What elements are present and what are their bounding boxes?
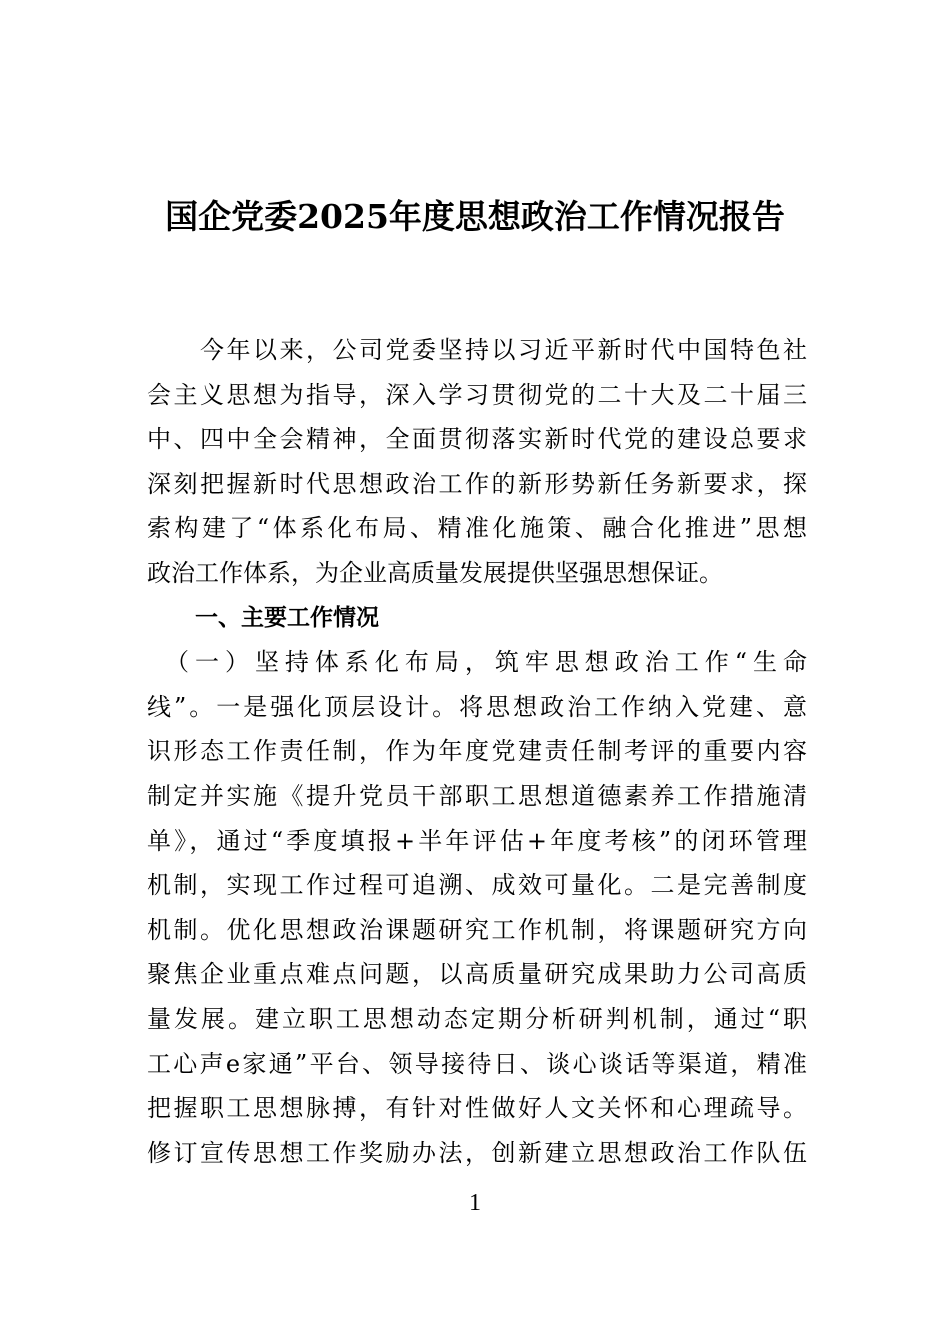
document-body <box>147 328 807 1175</box>
paragraph-line: 政治工作体系，为企业高质量发展提供坚强思想保证。 <box>147 558 723 587</box>
paragraph-line: 工心声e家通”平台、领导接待日、谈心谈话等渠道，精准 <box>147 1049 807 1078</box>
section-heading: 一、主要工作情况 <box>195 604 379 631</box>
paragraph-line: 线”。一是强化顶层设计。将思想政治工作纳入党建、意 <box>147 692 807 721</box>
paragraph-line: 修订宣传思想工作奖励办法，创新建立思想政治工作队伍 <box>147 1138 807 1167</box>
document-title: 国企党委2025年度思想政治工作情况报告 <box>165 197 785 236</box>
paragraph-line: 机制。优化思想政治课题研究工作机制，将课题研究方向 <box>147 915 807 944</box>
paragraph-line: 机制，实现工作过程可追溯、成效可量化。二是完善制度 <box>147 871 807 900</box>
paragraph-line: 量发展。建立职工思想动态定期分析研判机制，通过“职 <box>147 1004 807 1033</box>
paragraph-line: （一）坚持体系化布局，筑牢思想政治工作“生命 <box>147 648 807 677</box>
paragraph-line: 中、四中全会精神，全面贯彻落实新时代党的建设总要求 <box>147 425 807 454</box>
paragraph-line: 今年以来，公司党委坚持以习近平新时代中国特色社 <box>147 336 807 364</box>
paragraph-line: 索构建了“体系化布局、精准化施策、融合化推进”思想 <box>147 514 807 543</box>
paragraph-line: 会主义思想为指导，深入学习贯彻党的二十大及二十届三 <box>147 380 807 409</box>
paragraph-line: 识形态工作责任制，作为年度党建责任制考评的重要内容 <box>147 737 807 766</box>
paragraph-line: 制定并实施《提升党员干部职工思想道德素养工作措施清 <box>147 781 807 810</box>
page-number: 1 <box>469 1190 481 1216</box>
paragraph-line: 单》，通过“季度填报+半年评估+年度考核”的闭环管理 <box>147 826 807 855</box>
paragraph-line: 聚焦企业重点难点问题，以高质量研究成果助力公司高质 <box>147 960 807 989</box>
paragraph-line: 把握职工思想脉搏，有针对性做好人文关怀和心理疏导。 <box>147 1094 807 1123</box>
paragraph-line: 深刻把握新时代思想政治工作的新形势新任务新要求，探 <box>147 469 807 498</box>
